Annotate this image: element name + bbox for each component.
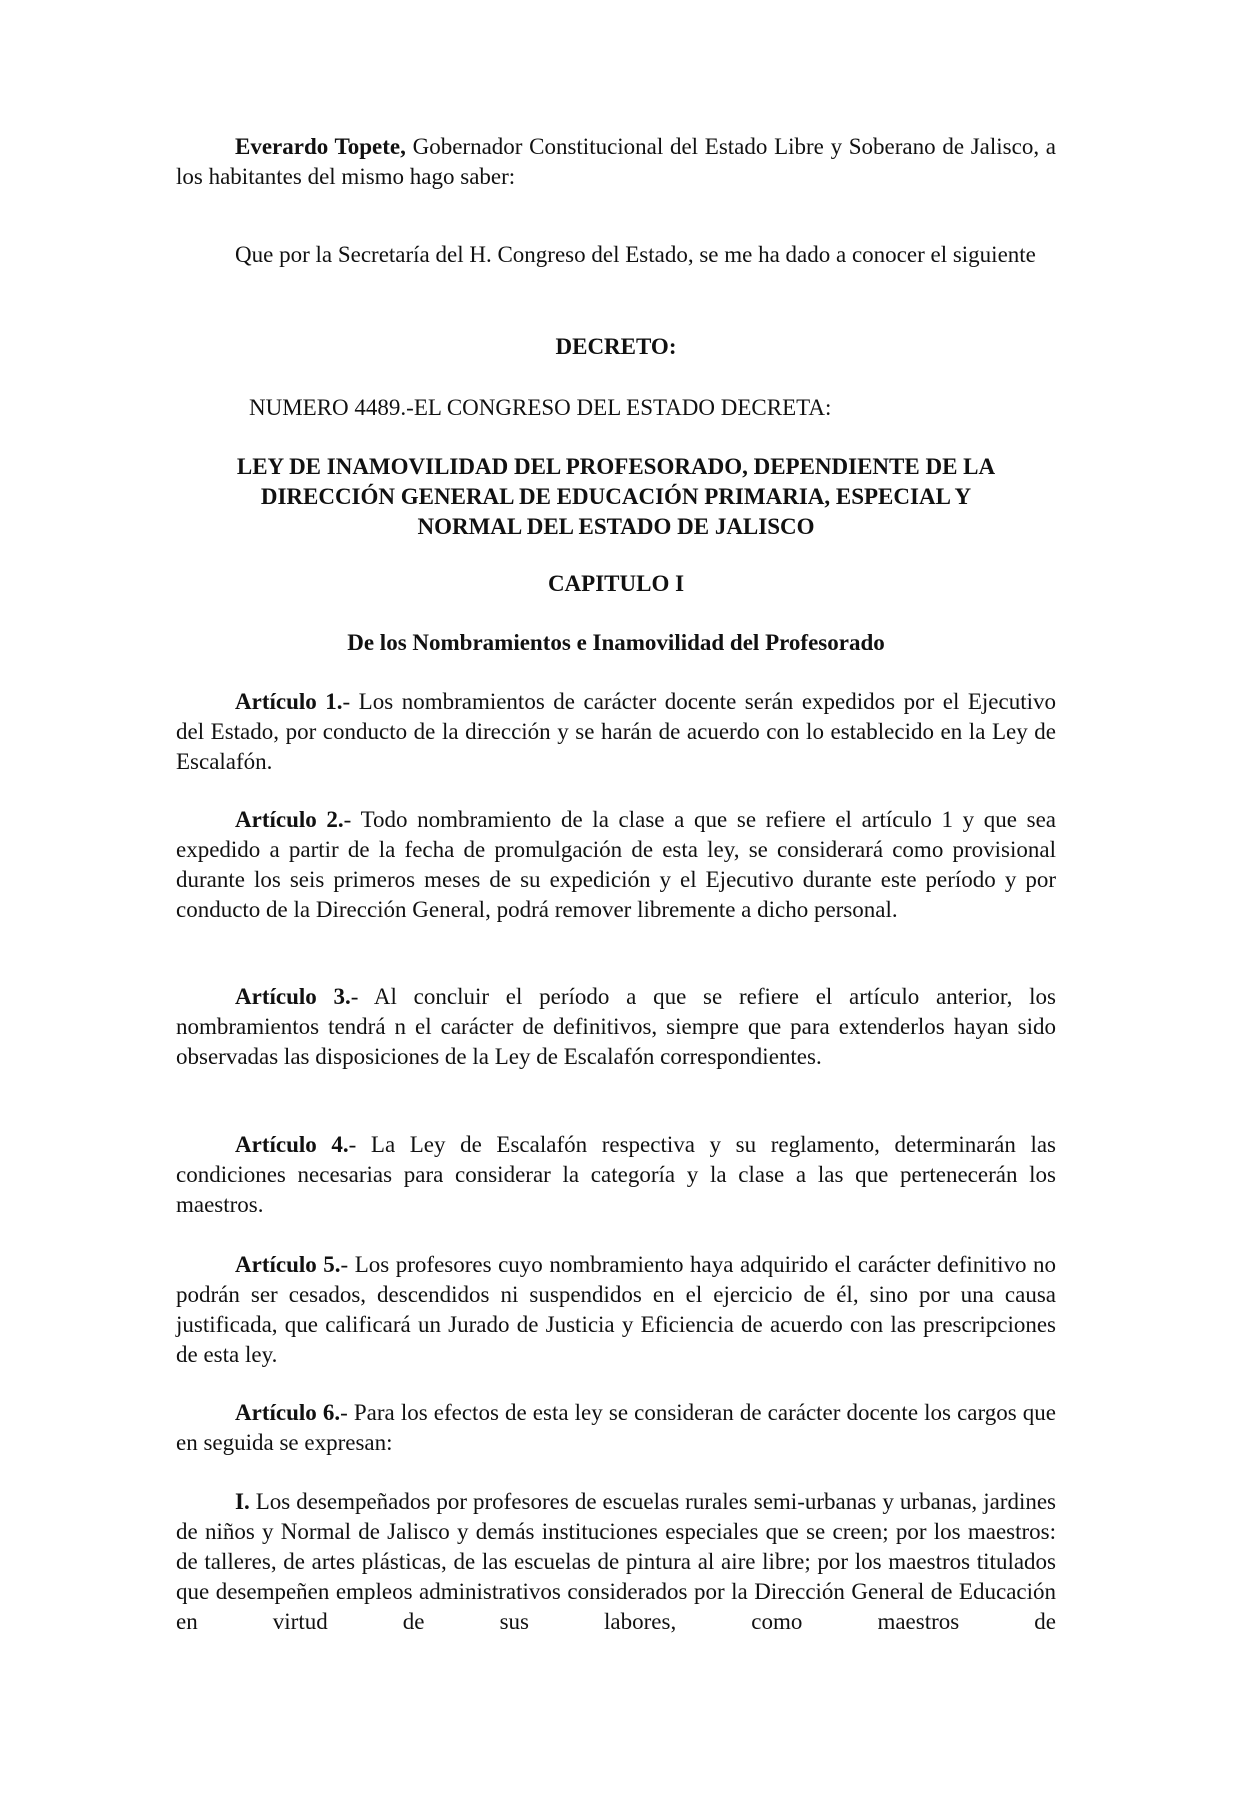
congress-text: Que por la Secretaría del H. Congreso del Estado, se me ha dado a conocer el siguiente: [235, 242, 1036, 267]
law-title-line-2: DIRECCIÓN GENERAL DE EDUCACIÓN PRIMARIA, ESPECIAL Y: [260, 484, 972, 509]
decree-heading: DECRETO:: [555, 334, 677, 359]
decree-number-line: NUMERO 4489.-EL CONGRESO DEL ESTADO DECRETA:: [249, 395, 832, 420]
article-label: Artículo 1.: [235, 689, 343, 714]
intro-paragraph: [176, 132, 1056, 192]
article-label: Artículo 5.: [235, 1252, 341, 1277]
law-title-line-1: LEY DE INAMOVILIDAD DEL PROFESORADO, DEPENDIENTE DE LA: [236, 454, 996, 479]
article-text: - Para los efectos de esta ley se consideran de carácter docente los cargos que en seguida se expresan:: [176, 1400, 1056, 1455]
article-3: [176, 982, 1056, 1072]
article-4: [176, 1130, 1056, 1220]
chapter-subtitle: De los Nombramientos e Inamovilidad del Profesorado: [347, 630, 885, 655]
fraction-text: Los desempeñados por profesores de escuelas rurales semi-urbanas y urbanas, jardines de niños y Normal de Jalisco y demás instituciones especiales que se creen; por los maestros: de talleres, de artes plásticas, de las escuelas de pintura al aire libre; por los maestros titulados que desempeñen empleos administrativos considerados por la Dirección General de Educación en virtud de sus labores, como maestros de: [176, 1489, 1056, 1634]
chapter-title: CAPITULO I: [547, 571, 685, 596]
article-5: [176, 1250, 1056, 1370]
article-label: Artículo 3.: [235, 984, 351, 1009]
article-text: - Los profesores cuyo nombramiento haya adquirido el carácter definitivo no podrán ser cesados, descendidos ni suspendidos en el ejercicio de él, sino por una causa justificada, que calificará un Jurado de Justicia y Eficiencia de acuerdo con las prescripciones de esta ley.: [176, 1252, 1056, 1367]
article-label: Artículo 4.: [235, 1132, 349, 1157]
governor-name: Everardo Topete,: [235, 134, 406, 159]
article-1: [176, 687, 1056, 777]
article-text: - La Ley de Escalafón respectiva y su reglamento, determinarán las condiciones necesarias para considerar la categoría y la clase a las que pertenecerán los maestros.: [176, 1132, 1057, 1217]
congress-paragraph: [176, 240, 1056, 270]
article-text: - Los nombramientos de carácter docente serán expedidos por el Ejecutivo del Estado, por conducto de la dirección y se harán de acuerdo con lo establecido en la Ley de Escalafón.: [176, 689, 1056, 774]
governor-text: Gobernador Constitucional del Estado Libre y Soberano de Jalisco, a los habitantes del mismo hago saber:: [176, 134, 1056, 189]
article-2: [176, 805, 1056, 925]
article-text: - Al concluir el período a que se refiere el artículo anterior, los nombramientos tendrá n el carácter de definitivos, siempre que para extenderlos hayan sido observadas las disposiciones de la Ley de Escalafón correspondientes.: [176, 984, 1056, 1069]
article-label: Artículo 2.: [235, 807, 344, 832]
law-title-line-3: NORMAL DEL ESTADO DE JALISCO: [417, 514, 815, 539]
article-label: Artículo 6.: [235, 1400, 341, 1425]
law-title: [176, 452, 1056, 542]
article-6: [176, 1398, 1056, 1458]
fraction-label: I.: [235, 1489, 250, 1514]
fraction-i: [176, 1487, 1056, 1637]
article-text: - Todo nombramiento de la clase a que se refiere el artículo 1 y que sea expedido a partir de la fecha de promulgación de esta ley, se considerará como provisional durante los seis primeros meses de su expedición y el Ejecutivo durante este período y por conducto de la Dirección General, podrá remover libremente a dicho personal.: [176, 807, 1057, 922]
